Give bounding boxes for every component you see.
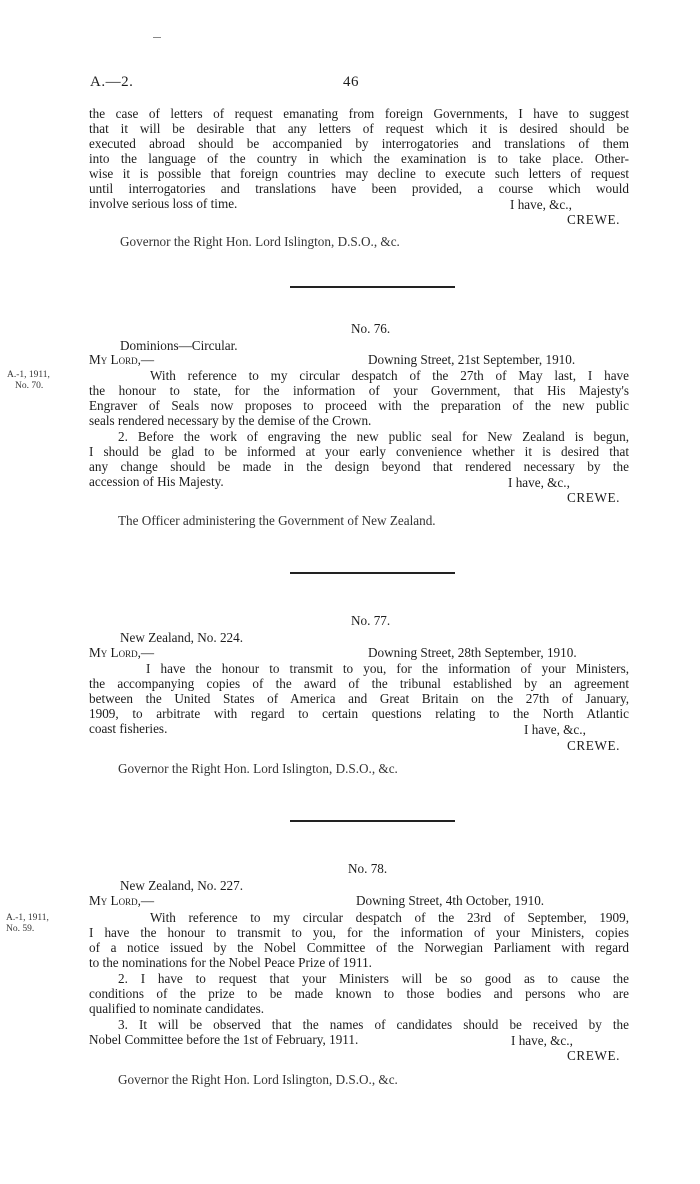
despatch-category: New Zealand, No. 224. xyxy=(120,630,244,645)
text-line: involve serious loss of time. xyxy=(89,196,238,211)
closing: I have, &c., xyxy=(511,1033,573,1048)
text-line: between the United States of America and Great Britain on the 27th of January, xyxy=(89,691,629,706)
closing: I have, &c., xyxy=(508,475,570,490)
signature: CREWE. xyxy=(567,212,621,227)
text-line: 3. It will be observed that the names of candidates should be received by the xyxy=(118,1017,629,1032)
text-line: 2. Before the work of engraving the new public seal for New Zealand is begun, xyxy=(118,429,629,444)
salutation: My Lord,— xyxy=(89,645,155,660)
closing: I have, &c., xyxy=(510,197,572,212)
scan-mark xyxy=(153,37,161,38)
text-line: accession of His Majesty. xyxy=(89,474,224,489)
signature: CREWE. xyxy=(567,1048,621,1063)
addressee: Governor the Right Hon. Lord Islington, D.S.O., &c. xyxy=(118,1072,398,1087)
text-line: executed abroad should be accompanied by interrogatories and translations of them xyxy=(89,136,629,151)
despatch-number: No. 77. xyxy=(351,613,391,628)
closing: I have, &c., xyxy=(524,722,586,737)
text-line: of a notice issued by the Nobel Committee of the Norwegian Parliament with regard xyxy=(89,940,629,955)
text-line: conditions of the prize to be made known to those bodies and persons who are xyxy=(89,986,629,1001)
text-line: into the language of the country in which the examination is to take place. Other- xyxy=(89,151,629,166)
salutation: My Lord,— xyxy=(89,893,155,908)
margin-note-line: A.-1, 1911, xyxy=(7,370,50,380)
salutation: My Lord,— xyxy=(89,352,155,367)
text-line: until interrogatories and translations have been provided, a course which would xyxy=(89,181,629,196)
addressee: Governor the Right Hon. Lord Islington, D.S.O., &c. xyxy=(120,234,400,249)
text-line: seals rendered necessary by the demise of the Crown. xyxy=(89,413,372,428)
text-line: I have the honour to transmit to you, for the information of your Ministers, copies xyxy=(89,925,629,940)
text-line: coast fisheries. xyxy=(89,721,168,736)
text-line: Engraver of Seals now proposes to proceed with the preparation of the new public xyxy=(89,398,629,413)
document-reference: A.—2. xyxy=(90,74,134,90)
text-line: With reference to my circular despatch of the 23rd of September, 1909, xyxy=(150,910,629,925)
text-line: Nobel Committee before the 1st of February, 1911. xyxy=(89,1032,359,1047)
margin-note xyxy=(7,370,50,392)
signature: CREWE. xyxy=(567,490,621,505)
addressee: Governor the Right Hon. Lord Islington, D.S.O., &c. xyxy=(118,761,398,776)
text-line: the case of letters of request emanating from foreign Governments, I have to suggest xyxy=(89,106,629,121)
text-line: the honour to state, for the information of your Government, that His Majesty's xyxy=(89,383,629,398)
margin-note-line: No. 70. xyxy=(15,381,44,391)
text-line: qualified to nominate candidates. xyxy=(89,1001,265,1016)
text-line: I should be glad to be informed at your early convenience whether it is desired that xyxy=(89,444,629,459)
signature: CREWE. xyxy=(567,738,621,753)
despatch-category: New Zealand, No. 227. xyxy=(120,878,244,893)
place-date: Downing Street, 28th September, 1910. xyxy=(368,645,577,660)
margin-note-line: A.-1, 1911, xyxy=(6,913,49,923)
despatch-category: Dominions—Circular. xyxy=(120,338,238,353)
despatch-number: No. 78. xyxy=(348,861,388,876)
text-line: I have the honour to transmit to you, for the information of your Ministers, xyxy=(146,661,629,676)
text-line: any change should be made in the design beyond that rendered necessary by the xyxy=(89,459,629,474)
page-number: 46 xyxy=(343,74,359,90)
place-date: Downing Street, 4th October, 1910. xyxy=(356,893,545,908)
text-line: 2. I have to request that your Ministers will be so good as to cause the xyxy=(118,971,629,986)
place-date: Downing Street, 21st September, 1910. xyxy=(368,352,576,367)
addressee: The Officer administering the Government of New Zealand. xyxy=(118,513,436,528)
text-line: wise it is possible that foreign countries may decline to execute such letters of request xyxy=(89,166,629,181)
margin-note xyxy=(6,913,49,935)
text-line: the accompanying copies of the award of the tribunal established by an agreement xyxy=(89,676,629,691)
text-line: that it will be desirable that any letters of request which it is desired should be xyxy=(89,121,629,136)
despatch-number: No. 76. xyxy=(351,321,391,336)
text-line: to the nominations for the Nobel Peace Prize of 1911. xyxy=(89,955,372,970)
section-divider xyxy=(290,286,455,288)
text-line: 1909, to arbitrate with regard to certain questions relating to the North Atlantic xyxy=(89,706,629,721)
margin-note-line: No. 59. xyxy=(6,924,35,934)
section-divider xyxy=(290,572,455,574)
text-line: With reference to my circular despatch of the 27th of May last, I have xyxy=(150,368,629,383)
section-divider xyxy=(290,820,455,822)
